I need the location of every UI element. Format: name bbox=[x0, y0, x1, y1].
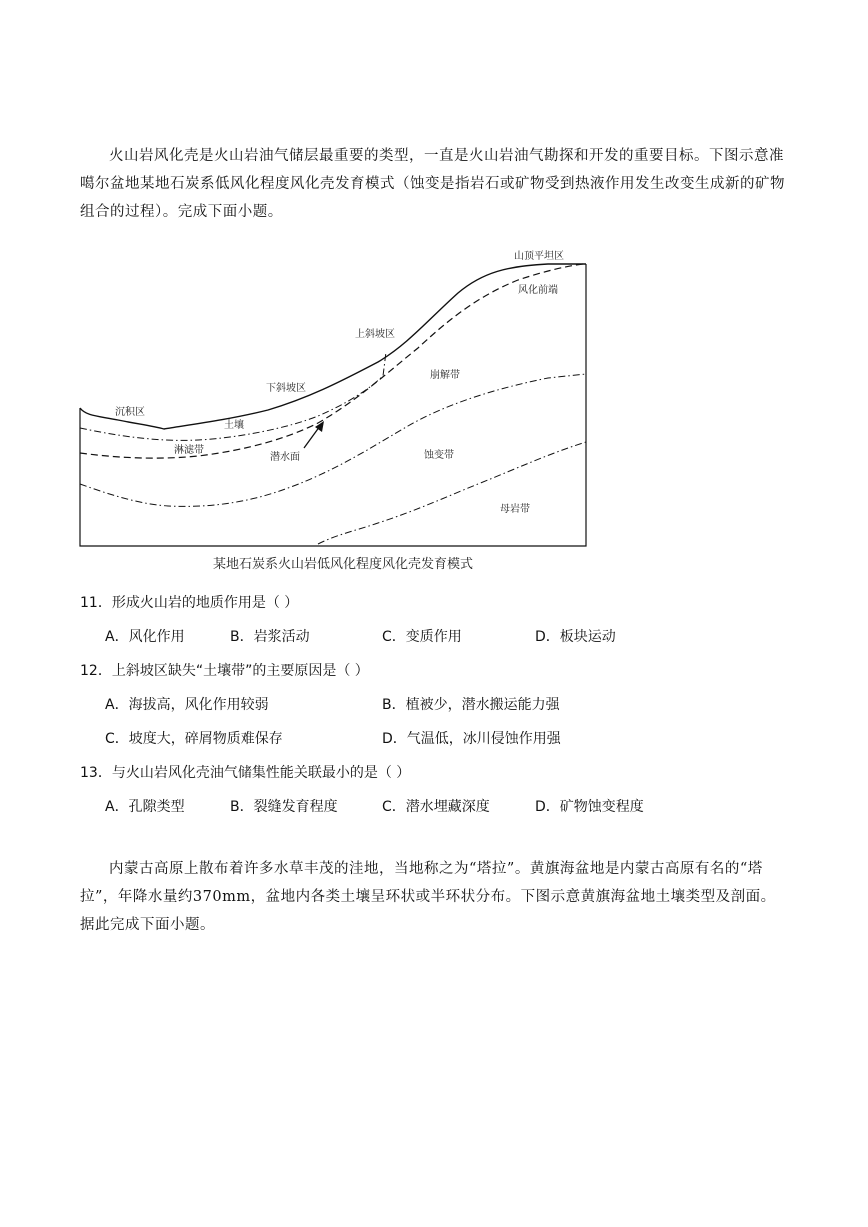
q13-option-b[interactable]: B．裂缝发育程度 bbox=[230, 799, 338, 815]
q11-option-b[interactable]: B．岩浆活动 bbox=[230, 629, 310, 645]
q11-option-d[interactable]: D．板块运动 bbox=[535, 629, 616, 645]
q13-option-d[interactable]: D．矿物蚀变程度 bbox=[535, 799, 644, 815]
q12-option-b[interactable]: B．植被少，潜水搬运能力强 bbox=[382, 697, 560, 713]
q13-option-c[interactable]: C．潜水埋藏深度 bbox=[382, 799, 490, 815]
label-phreatic: 潜水面 bbox=[270, 452, 300, 463]
label-summit: 山顶平坦区 bbox=[514, 251, 564, 262]
label-leaching: 淋滤带 bbox=[174, 445, 204, 456]
label-lower-slope: 下斜坡区 bbox=[266, 383, 306, 394]
question-12-stem: 12．上斜坡区缺失“土壤带”的主要原因是（ ） bbox=[80, 663, 369, 679]
label-soil: 土壤 bbox=[224, 420, 244, 431]
passage-tala: 内蒙古高原上散布着许多水草丰茂的洼地，当地称之为“塔拉”。黄旗海盆地是内蒙古高原有名的“塔拉”，年降水量约370mm，盆地内各类土壤呈环状或半环状分布。下图示意黄旗海盆地土壤类型及剖面。据此完成下面小题。 bbox=[80, 861, 776, 933]
label-upper-slope: 上斜坡区 bbox=[355, 329, 395, 340]
label-weathering-front: 风化前端 bbox=[518, 285, 558, 296]
label-deposition: 沉积区 bbox=[115, 407, 145, 418]
figure-caption: 某地石炭系火山岩低风化程度风化壳发育模式 bbox=[212, 557, 473, 572]
label-bedrock: 母岩带 bbox=[500, 504, 530, 515]
question-11-stem: 11．形成火山岩的地质作用是（ ） bbox=[80, 595, 299, 611]
passage-volcanic: 火山岩风化壳是火山岩油气储层最重要的类型，一直是火山岩油气勘探和开发的重要目标。下图示意准噶尔盆地某地石炭系低风化程度风化壳发育模式（蚀变是指岩石或矿物受到热液作用发生改变生成新的矿物组合的过程）。完成下面小题。 bbox=[80, 148, 785, 220]
q11-option-c[interactable]: C．变质作用 bbox=[382, 629, 462, 645]
label-alteration: 蚀变带 bbox=[424, 450, 454, 461]
phreatic-arrow bbox=[304, 426, 320, 448]
q12-option-c[interactable]: C．坡度大，碎屑物质难保存 bbox=[105, 731, 283, 747]
q12-option-d[interactable]: D．气温低，冰川侵蚀作用强 bbox=[382, 731, 561, 747]
ground-surface-line bbox=[80, 264, 586, 429]
weathering-crust-diagram bbox=[78, 248, 590, 550]
label-collapse: 崩解带 bbox=[430, 370, 460, 381]
q11-option-a[interactable]: A．风化作用 bbox=[105, 629, 185, 645]
phreatic-surface-line bbox=[80, 264, 583, 458]
alteration-boundary-line bbox=[80, 374, 586, 506]
question-13-stem: 13．与火山岩风化壳油气储集性能关联最小的是（ ） bbox=[80, 765, 411, 781]
q12-option-a[interactable]: A．海拔高，风化作用较弱 bbox=[105, 697, 269, 713]
q13-option-a[interactable]: A．孔隙类型 bbox=[105, 799, 185, 815]
